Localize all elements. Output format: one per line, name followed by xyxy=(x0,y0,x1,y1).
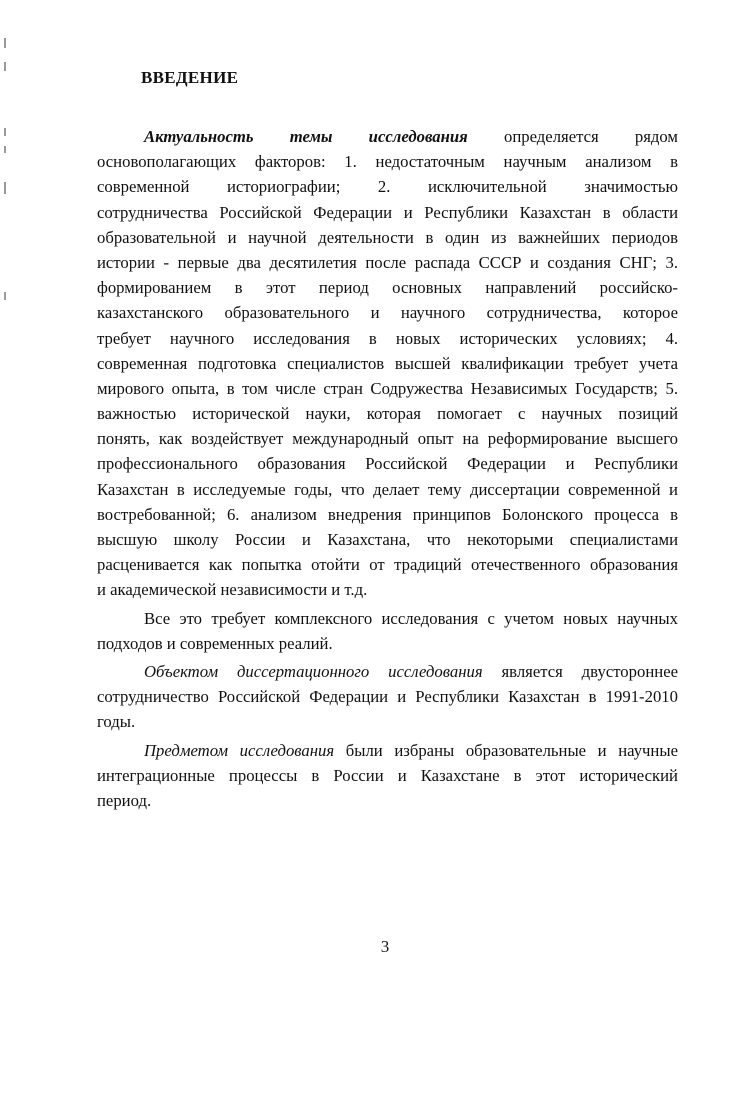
text-line: важностью исторической науки, которая помогает с научных позиций xyxy=(97,404,678,424)
section-heading: ВВЕДЕНИЕ xyxy=(141,68,239,87)
text-line: основополагающих факторов: 1. недостаточным научным анализом в xyxy=(97,152,678,172)
text-line: сотрудничество Российской Федерации и Республики Казахстан в 1991-2010 xyxy=(97,687,678,707)
scan-mark xyxy=(4,62,6,71)
scan-mark xyxy=(4,38,6,48)
text-fragment: определяется рядом xyxy=(504,127,678,146)
text-fragment: были избраны образовательные и научные xyxy=(345,740,678,760)
text-line xyxy=(97,738,678,763)
text-line: подходов и современных реалий. xyxy=(97,633,333,653)
paragraph-lead: Объектом диссертационного исследования xyxy=(144,661,483,681)
paragraph-lead: Актуальность темы исследования xyxy=(144,127,468,146)
text-line xyxy=(97,659,678,684)
text-line: требует научного исследования в новых исторических условиях; 4. xyxy=(97,328,678,348)
text-line: Все это требует комплексного исследования с учетом новых научных xyxy=(144,608,678,628)
page-number: 3 xyxy=(380,937,390,956)
text-line: высшую школу России и Казахстана, что некоторыми специалистами xyxy=(97,530,678,549)
text-line: расценивается как попытка отойти от традиций отечественного образования xyxy=(97,555,678,575)
scan-mark xyxy=(4,128,6,136)
paragraph-lead: Предметом исследования xyxy=(144,740,335,760)
text-line: годы. xyxy=(97,712,136,732)
text-line: сотрудничества Российской Федерации и Республики Казахстан в области xyxy=(97,202,678,222)
text-line: мирового опыта, в том числе стран Содружества Независимых Государств; 5. xyxy=(97,378,678,398)
text-line xyxy=(97,124,678,149)
text-line: период. xyxy=(97,790,152,810)
text-line: истории - первые два десятилетия после распада СССР и создания СНГ; 3. xyxy=(97,252,678,272)
text-line: образовательной и научной деятельности в один из важнейших периодов xyxy=(97,227,678,247)
text-line: востребованной; 6. анализом внедрения принципов Болонского процесса в xyxy=(97,504,678,524)
text-line: казахстанского образовательного и научного сотрудничества, которое xyxy=(97,303,678,323)
text-line: интеграционные процессы в России и Казахстане в этот исторический xyxy=(97,765,678,785)
text-line: формированием в этот период основных направлений российско- xyxy=(97,278,678,298)
text-line: современной историографии; 2. исключительной значимостью xyxy=(97,177,678,197)
scan-mark xyxy=(4,292,6,300)
text-line: профессионального образования Российской Федерации и Республики xyxy=(97,454,678,474)
document-body xyxy=(97,124,678,813)
text-line: понять, как воздействует международный опыт на реформирование высшего xyxy=(97,429,678,449)
text-line: современная подготовка специалистов высшей квалификации требует учета xyxy=(97,353,678,373)
text-fragment: является двустороннее xyxy=(501,661,678,681)
scan-mark xyxy=(4,146,6,153)
text-line: и академической независимости и т.д. xyxy=(97,580,368,600)
text-line: Казахстан в исследуемые годы, что делает тему диссертации современной и xyxy=(97,479,678,499)
scan-mark xyxy=(4,182,6,194)
